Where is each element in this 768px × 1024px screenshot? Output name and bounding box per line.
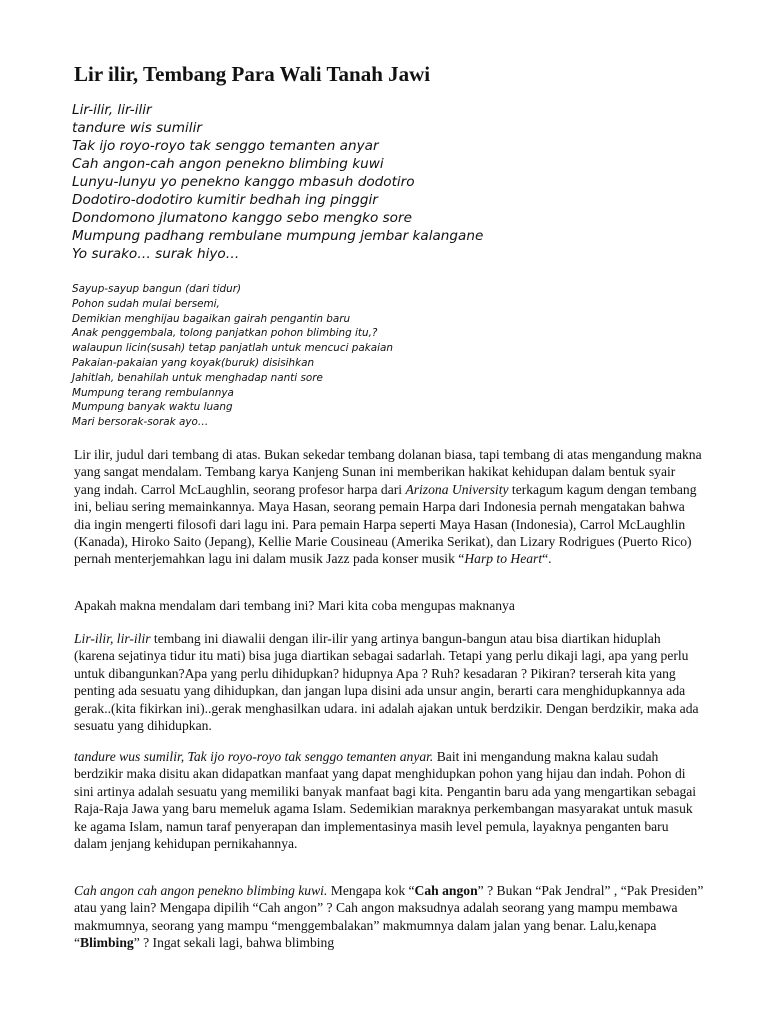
emphasis: Lir-ilir, lir-ilir: [74, 631, 151, 646]
translation-line: walaupun licin(susah) tetap panjatlah untuk mencuci pakaian: [72, 342, 393, 355]
poem-javanese: [72, 101, 483, 263]
poem-line: Tak ijo royo-royo tak senggo temanten anyar: [72, 138, 379, 154]
text: tembang ini diawalii dengan ilir-ilir yang artinya bangun-bangun atau bisa diartikan hiduplah (karena sejatinya tidur itu mati) bisa juga diartikan sebagai sadarlah. Tetapi yang perlu dikaji lagi, apa yang perlu untuk dibangunkan?Apa yang perlu dihidupkan? hidupnya Apa ? Ruh? kesadaran ? Pikiran? terserah kita yang penting ada sesuatu yang dihidupkan, dan jangan lupa disini ada unsur angin, berarti cara menghidupkannya ada gerak..(kita fikirkan ini)..gerak menghasilkan udara. ini adalah ajakan untuk berdzikir. Dengan berdzikir, maka ada sesuatu yang dihidupkan.: [74, 631, 699, 734]
translation-line: Mari bersorak-sorak ayo…: [72, 416, 209, 429]
page-title: Lir ilir, Tembang Para Wali Tanah Jawi: [74, 62, 431, 86]
poem-line: Cah angon-cah angon penekno blimbing kuwi: [72, 156, 384, 172]
paragraph-lir-ilir: [74, 630, 704, 734]
paragraph-question: Apakah makna mendalam dari tembang ini? Mari kita coba mengupas maknanya: [74, 598, 515, 613]
poem-line: Mumpung padhang rembulane mumpung jembar kalangane: [72, 228, 484, 244]
paragraph-cah-angon: [74, 882, 704, 952]
text: Bait ini mengandung makna kalau sudah berdzikir maka disitu akan didapatkan manfaat yang dapat menghidupkan pohon yang hijau dan indah. Pohon di sini artinya adalah sesuatu yang memiliki banyak manfaat bagi kita. Pengantin baru ada yang mengartikan sebagai Raja-Raja Jawa yang baru memeluk agama Islam. Sedemikian maraknya perkembangan masyarakat untuk masuk ke agama Islam, namun taraf penyerapan dan implementasinya masih level pemula, layaknya penganten baru dalam jenjang kehidupan pernikahannya.: [74, 749, 697, 852]
emphasis: Cah angon cah angon penekno blimbing kuwi.: [74, 883, 328, 898]
poem-line: Lunyu-lunyu yo penekno kanggo mbasuh dodotiro: [72, 174, 415, 190]
text: Lir ilir, judul dari tembang di atas. Bukan sekedar tembang dolanan biasa, tapi tembang di atas mengandung makna yang sangat mendalam. Tembang karya Kanjeng Sunan ini memberikan hakikat kehidupan dalam bentuk syair yang indah. Carrol McLaughlin, seorang profesor harpa dari: [74, 447, 702, 497]
translation-line: Pakaian-pakaian yang koyak(buruk) disisihkan: [72, 356, 315, 369]
text: “.: [542, 551, 552, 567]
bold-term: Blimbing: [80, 935, 134, 951]
poem-line: Yo surako… surak hiyo…: [72, 246, 240, 262]
paragraph-tandure: [74, 748, 704, 852]
translation-line: Anak penggembala, tolong panjatkan pohon blimbing itu,?: [72, 327, 378, 340]
translation-line: Sayup-sayup bangun (dari tidur): [72, 283, 242, 295]
text: ” ? Bukan “Pak Jendral” , “Pak Presiden” atau yang lain? Mengapa dipilih “Cah angon” ? Cah angon maksudnya adalah seorang yang mampu membawa makmumnya, seorang yang mampu “menggembalakan” makmumnya dalam jalan yang benar. Lalu,kenapa “: [74, 883, 704, 951]
translation-line: Mumpung terang rembulannya: [72, 386, 234, 399]
translation-line: Jahitlah, benahilah untuk menghadap nanti sore: [72, 371, 323, 384]
paragraph-intro: [74, 446, 704, 568]
emphasis: Harp to Heart: [464, 551, 543, 567]
poem-translation: [72, 282, 393, 430]
poem-line: Lir-ilir, lir-ilir: [72, 102, 152, 118]
text: Mengapa kok “: [327, 883, 415, 898]
translation-line: Mumpung banyak waktu luang: [72, 401, 233, 414]
text: terkagum kagum dengan tembang ini, beliau sering memainkannya. Maya Hasan, seorang pemain Harpa dari Indonesia pernah mengatakan bahwa dia ingin mengerti filosofi dari lagu ini. Para pemain Harpa seperti Maya Hasan (Indonesia), Carrol McLaughlin (Kanada), Hiroko Saito (Jepang), Kellie Marie Cousineau (Amerika Serikat), dan Lizary Rodrigues (Puerto Rico) pernah menterjemahkan lagu ini dalam musik Jazz pada konser musik “: [74, 481, 697, 567]
poem-line: Dodotiro-dodotiro kumitir bedhah ing pinggir: [72, 192, 378, 208]
translation-line: Pohon sudah mulai bersemi,: [72, 297, 220, 310]
bold-term: Cah angon: [414, 883, 478, 898]
emphasis: tandure wus sumilir, Tak ijo royo-royo tak senggo temanten anyar.: [74, 749, 434, 764]
text: ” ? Ingat sekali lagi, bahwa blimbing: [133, 935, 335, 951]
poem-line: tandure wis sumilir: [72, 120, 202, 136]
poem-line: Dondomono jlumatono kanggo sebo mengko sore: [72, 210, 412, 226]
translation-line: Demikian menghijau bagaikan gairah pengantin baru: [72, 312, 351, 325]
emphasis: Arizona University: [405, 481, 509, 497]
